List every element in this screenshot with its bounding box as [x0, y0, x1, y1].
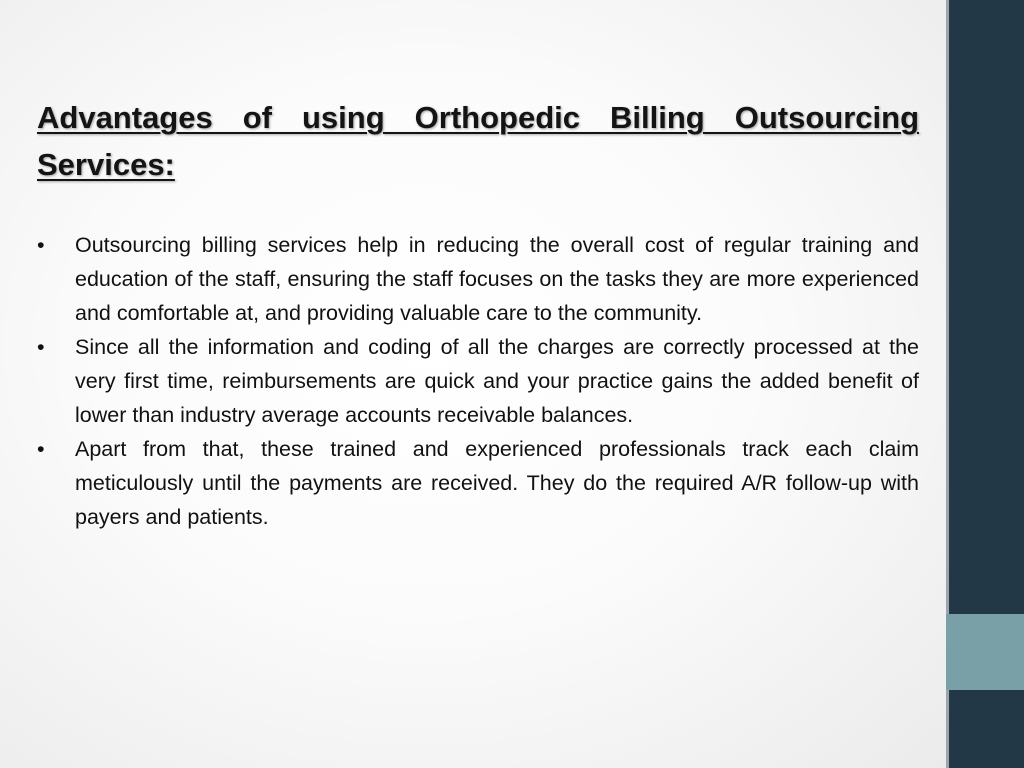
decorative-sidebar — [946, 0, 1024, 768]
bullet-icon: • — [37, 335, 45, 359]
bullet-icon: • — [37, 437, 45, 461]
bullet-text: Outsourcing billing services help in reducing the overall cost of regular training and education of the staff, ensuring the staff focuses on the tasks they are more experienced and comfortable at, and providing valuable care to the community. — [75, 233, 919, 325]
bullet-item — [37, 228, 919, 330]
slide-title: Advantages of using Orthopedic Billing Outsourcing Services: — [37, 100, 919, 182]
bullet-text: Apart from that, these trained and experienced professionals track each claim meticulously until the payments are received. They do the required A/R follow-up with payers and patients. — [75, 437, 919, 529]
bullet-item — [37, 330, 919, 432]
bullet-list — [37, 228, 919, 534]
bullet-icon: • — [37, 233, 45, 257]
bullet-item — [37, 432, 919, 534]
sidebar-accent-block — [946, 614, 1024, 690]
bullet-text: Since all the information and coding of all the charges are correctly processed at the very first time, reimbursements are quick and your practice gains the added benefit of lower than industry average accounts receivable balances. — [75, 335, 919, 427]
